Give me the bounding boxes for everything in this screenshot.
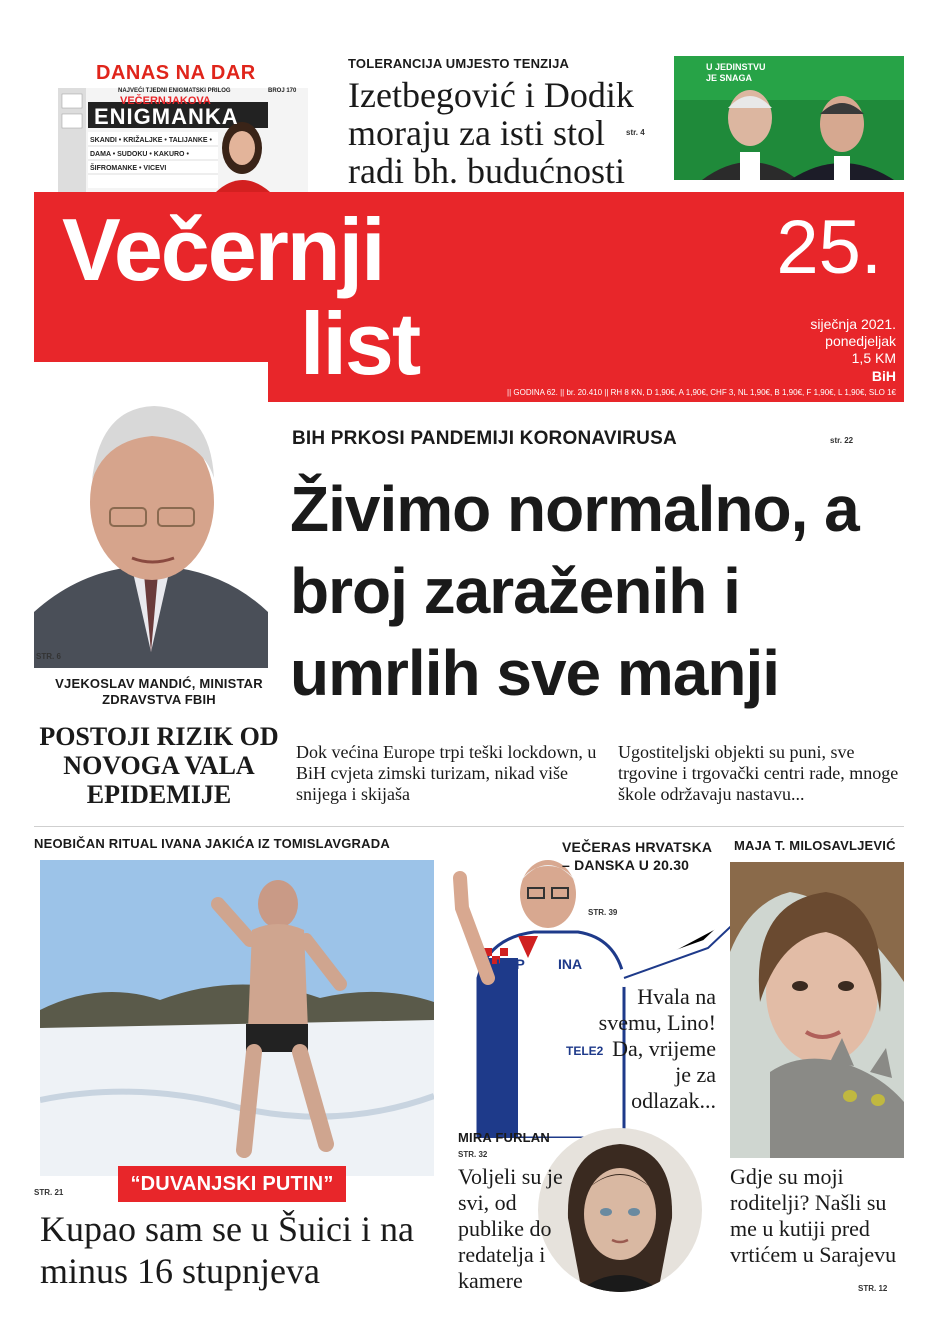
ritual-badge: “DUVANJSKI PUTIN”	[118, 1166, 346, 1202]
main-story-page-ref: str. 22	[830, 436, 854, 445]
maja-photo[interactable]	[730, 862, 904, 1158]
top-story-page-ref: str. 4	[626, 128, 645, 137]
top-story-headline[interactable]: Izetbegović i Dodik moraju za isti stol radi bh. budućnosti	[348, 75, 634, 191]
main-story-kicker: BIH PRKOSI PANDEMIJI KORONAVIRUSA	[292, 428, 677, 449]
edition: BiH	[871, 368, 896, 384]
jersey-sponsor-1: HEP	[496, 956, 525, 972]
ritual-page-ref: STR. 21	[34, 1188, 64, 1197]
logo-line-2[interactable]: list	[300, 294, 420, 393]
mandic-photo[interactable]	[34, 362, 268, 668]
top-story-kicker: TOLERANCIJA UMJESTO TENZIJA	[348, 56, 570, 71]
mira-text[interactable]: Voljeli su je svi, od publike do redatelja i kamere	[458, 1164, 563, 1293]
side-story-name: VJEKOSLAV MANDIĆ, MINISTAR ZDRAVSTVA FBIH	[55, 676, 263, 707]
side-story-page-ref: STR. 6	[36, 652, 61, 661]
lino-kicker: VEČERAS HRVATSKA – DANSKA U 20.30	[562, 839, 712, 873]
portrait-photo	[34, 362, 268, 668]
maja-page-ref: STR. 12	[858, 1284, 888, 1293]
main-story-text-col-1: Dok većina Europe trpi teški lockdown, u BiH cvjeta zimski turizam, nikad više snijega i skijaša	[296, 742, 597, 804]
ritual-headline[interactable]: Kupao sam se u Šuici i na minus 16 stupnjeva	[40, 1209, 414, 1291]
issue-info: || GODINA 62. || br. 20.410 || RH 8 KN, D 1,90€, A 1,90€, CHF 3, NL 1,90€, B 1,90€, F 1,90€, L 1,90€, SLO 1€	[507, 388, 896, 397]
date-day: 25.	[776, 205, 882, 290]
top-story-photo[interactable]	[674, 56, 904, 180]
woman-cat-photo	[730, 862, 904, 1158]
mira-page-ref: STR. 32	[458, 1150, 488, 1159]
snow-photo	[40, 860, 434, 1176]
date-month-year: siječnja 2021.	[810, 316, 896, 332]
ritual-kicker: NEOBIČAN RITUAL IVANA JAKIĆA IZ TOMISLAVGRADA	[34, 836, 390, 851]
promo-enigmanka-cover[interactable]	[58, 88, 308, 192]
date-weekday: ponedjeljak	[825, 333, 896, 349]
cover-issue: BROJ 170	[268, 88, 297, 94]
cover-title: ENIGMANKA	[94, 104, 239, 129]
jersey-sponsor-3: TELE2	[566, 1044, 604, 1058]
section-divider	[34, 826, 904, 827]
lino-quote[interactable]: Hvala na svemu, Lino! Da, vrijeme je za odlazak...	[598, 984, 716, 1113]
price: 1,5 KM	[851, 350, 896, 366]
maja-kicker: MAJA T. MILOSAVLJEVIĆ	[734, 838, 896, 853]
ritual-photo[interactable]	[40, 860, 434, 1176]
photo-banner-text: U JEDINSTVU JE SNAGA	[706, 62, 766, 83]
lino-page-ref: STR. 39	[588, 908, 618, 917]
main-story-headline[interactable]: Živimo normalno, a broj zaraženih i umrlih sve manji	[290, 473, 859, 709]
cover-brand: VEČERNJAKOVA	[120, 95, 211, 107]
maja-text[interactable]: Gdje su moji roditelji? Našli su me u kutiji pred vrtićem u Sarajevu	[730, 1164, 897, 1267]
main-story-text-col-2: Ugostiteljski objekti su puni, sve trgovine i trgovački centri rade, mnoge škole održavaju nastavu...	[618, 742, 899, 804]
promo-label: DANAS NA DAR	[96, 62, 256, 84]
logo-line-1[interactable]: Večernji	[62, 200, 384, 299]
cover-tagline: NAJVEĆI TJEDNI ENIGMATSKI PRILOG	[118, 88, 231, 94]
cover-topics: SKANDI • KRIŽALJKE • TALIJANKE • DAMA • SUDOKU • KAKURO • ŠIFROMANKE • VICEVI	[90, 137, 212, 172]
jersey-sponsor-2: INA	[558, 956, 583, 972]
side-story-quote[interactable]: POSTOJI RIZIK OD NOVOGA VALA EPIDEMIJE	[39, 722, 279, 809]
mira-kicker: MIRA FURLAN	[458, 1130, 550, 1145]
